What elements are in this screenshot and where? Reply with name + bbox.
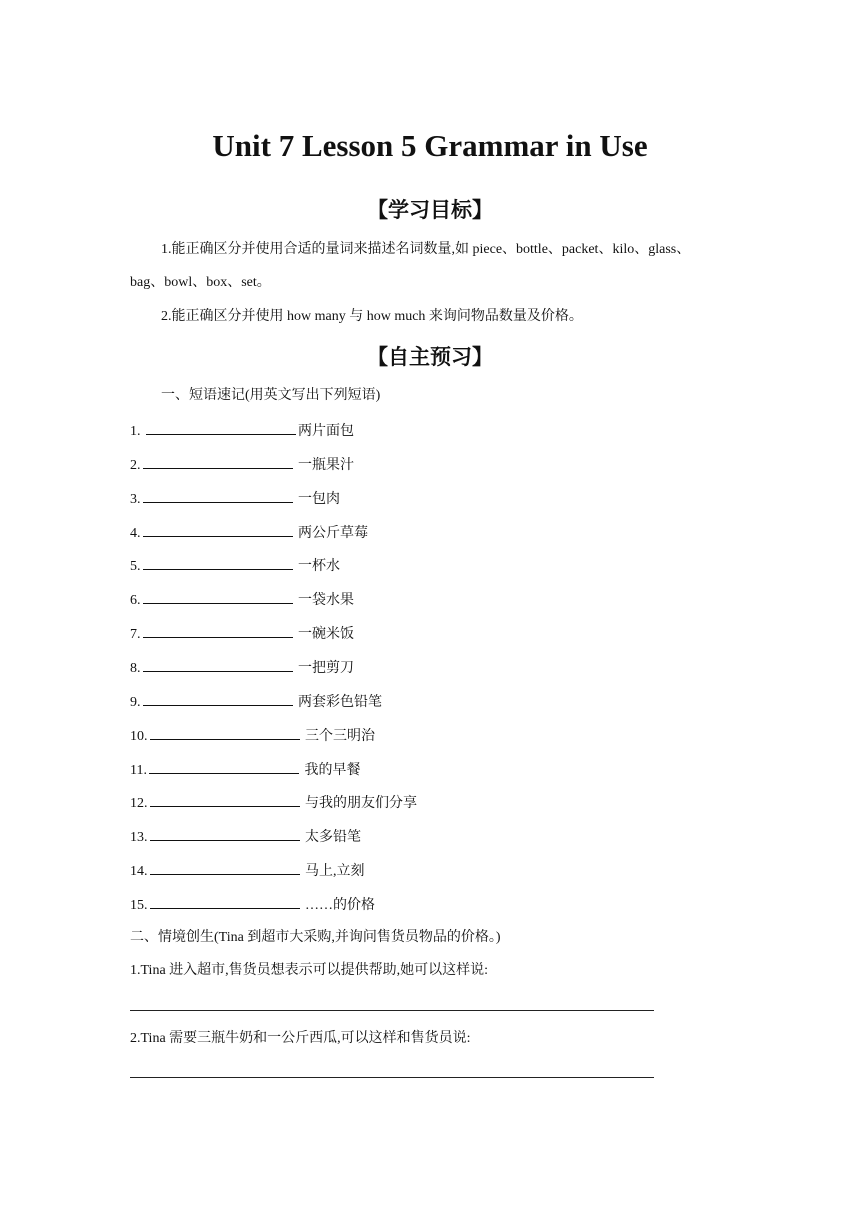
phrase-number: 7. bbox=[130, 627, 141, 643]
question-2: 2.Tina 需要三瓶牛奶和一公斤西瓜,可以这样和售货员说: bbox=[130, 1031, 471, 1046]
objectives-heading: 【学习目标】 bbox=[367, 198, 493, 222]
phrase-number: 3. bbox=[130, 491, 141, 507]
phrase-meaning: 两公斤草莓 bbox=[294, 525, 368, 541]
phrase-meaning: 一杯水 bbox=[294, 559, 340, 575]
phrase-number: 4. bbox=[130, 525, 141, 541]
phrase-item bbox=[130, 623, 354, 645]
phrase-item bbox=[130, 488, 340, 510]
phrase-meaning: 一袋水果 bbox=[294, 593, 354, 609]
section1-title: 一、短语速记(用英文写出下列短语) bbox=[161, 388, 381, 403]
phrase-item bbox=[130, 454, 354, 476]
phrase-item bbox=[130, 826, 361, 848]
phrase-number: 5. bbox=[130, 559, 141, 575]
phrase-answer-blank[interactable] bbox=[150, 725, 300, 740]
phrase-number: 11. bbox=[130, 762, 147, 778]
answer-line-2[interactable] bbox=[130, 1077, 654, 1078]
phrase-number: 15. bbox=[130, 897, 148, 913]
phrase-number: 12. bbox=[130, 796, 148, 812]
phrase-answer-blank[interactable] bbox=[143, 623, 293, 638]
phrase-item bbox=[130, 589, 354, 611]
phrase-answer-blank[interactable] bbox=[150, 894, 300, 909]
phrase-answer-blank[interactable] bbox=[143, 589, 293, 604]
phrase-item bbox=[130, 894, 375, 916]
preview-heading: 【自主预习】 bbox=[367, 345, 493, 369]
phrase-item bbox=[130, 555, 340, 577]
phrase-meaning: ……的价格 bbox=[301, 897, 375, 913]
objective-line-3: 2.能正确区分并使用 how many 与 how much 来询问物品数量及价格。 bbox=[161, 309, 583, 324]
phrase-item bbox=[130, 691, 382, 713]
answer-line-1[interactable] bbox=[130, 1010, 654, 1011]
phrase-answer-blank[interactable] bbox=[150, 826, 300, 841]
phrase-answer-blank[interactable] bbox=[150, 792, 300, 807]
phrase-meaning: 一碗米饭 bbox=[294, 627, 354, 643]
phrase-item bbox=[130, 522, 368, 544]
phrase-item bbox=[130, 860, 365, 882]
phrase-meaning: 太多铅笔 bbox=[301, 830, 361, 846]
objective-line-1: 1.能正确区分并使用合适的量词来描述名词数量,如 piece、bottle、packet、kilo、glass、 bbox=[161, 242, 691, 257]
phrase-meaning: 两套彩色铅笔 bbox=[294, 694, 382, 710]
phrase-number: 1. bbox=[130, 424, 144, 439]
phrase-meaning: 一把剪刀 bbox=[294, 660, 354, 676]
page-title: Unit 7 Lesson 5 Grammar in Use bbox=[212, 128, 648, 163]
phrase-number: 8. bbox=[130, 660, 141, 676]
phrase-meaning: 马上,立刻 bbox=[301, 864, 365, 880]
phrase-answer-blank[interactable] bbox=[143, 488, 293, 503]
section2-title: 二、情境创生(Tina 到超市大采购,并询问售货员物品的价格。) bbox=[130, 930, 501, 945]
phrase-answer-blank[interactable] bbox=[150, 860, 300, 875]
phrase-number: 10. bbox=[130, 728, 148, 744]
phrase-meaning: 三个三明治 bbox=[301, 728, 375, 744]
phrase-number: 9. bbox=[130, 694, 141, 710]
question-1: 1.Tina 进入超市,售货员想表示可以提供帮助,她可以这样说: bbox=[130, 963, 489, 978]
phrase-meaning: 我的早餐 bbox=[300, 762, 361, 778]
phrase-meaning: 与我的朋友们分享 bbox=[301, 796, 417, 812]
phrase-answer-blank[interactable] bbox=[143, 691, 293, 706]
phrase-item bbox=[130, 792, 417, 814]
phrase-number: 2. bbox=[130, 457, 141, 473]
phrase-answer-blank[interactable] bbox=[149, 759, 299, 774]
phrase-answer-blank[interactable] bbox=[143, 555, 293, 570]
phrase-number: 6. bbox=[130, 593, 141, 609]
phrase-answer-blank[interactable] bbox=[146, 420, 296, 435]
phrase-number: 14. bbox=[130, 864, 148, 880]
phrase-meaning: 一瓶果汁 bbox=[294, 457, 354, 473]
phrase-item bbox=[130, 657, 354, 679]
phrase-answer-blank[interactable] bbox=[143, 454, 293, 469]
phrase-item bbox=[130, 759, 360, 781]
phrase-number: 13. bbox=[130, 830, 148, 846]
phrase-answer-blank[interactable] bbox=[143, 522, 293, 537]
phrase-meaning: 两片面包 bbox=[298, 424, 354, 439]
phrase-item bbox=[130, 725, 375, 747]
phrase-answer-blank[interactable] bbox=[143, 657, 293, 672]
phrase-item bbox=[130, 420, 354, 442]
phrase-meaning: 一包肉 bbox=[294, 491, 340, 507]
objective-line-2: bag、bowl、box、set。 bbox=[130, 275, 271, 290]
